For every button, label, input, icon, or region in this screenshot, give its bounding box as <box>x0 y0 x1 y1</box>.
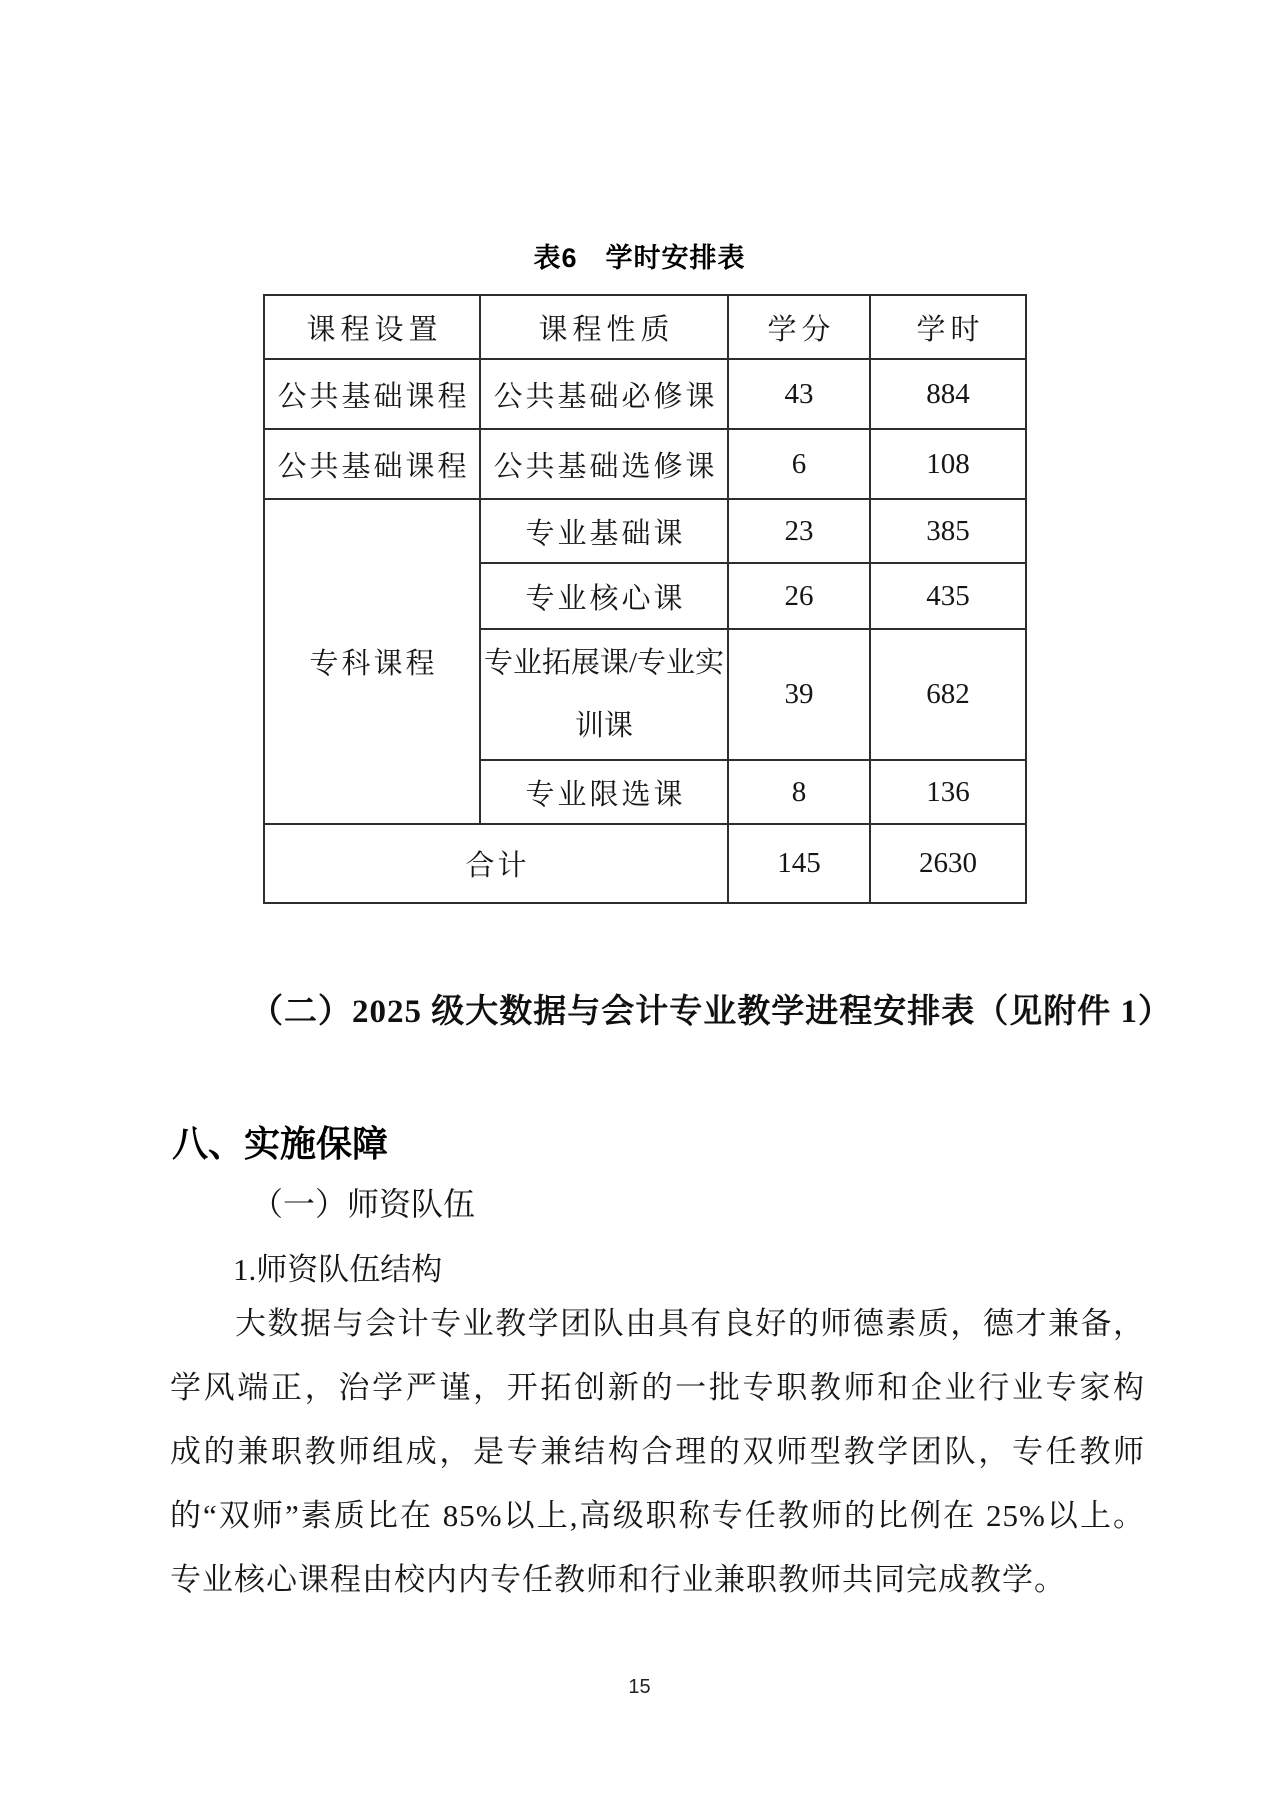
section-heading-8: 八、实施保障 <box>172 1123 389 1164</box>
paragraph-line: 学风端正，治学严谨，开拓创新的一批专职教师和企业行业专家构 <box>170 1370 1145 1405</box>
cell-credits: 39 <box>728 629 870 760</box>
numbered-item-1: 1.师资队伍结构 <box>233 1252 443 1287</box>
cell-total-label: 合计 <box>264 824 728 903</box>
col-header-course-nature: 课程性质 <box>480 295 728 359</box>
paragraph-line: 的“双师”素质比在 85%以上,高级职称专任教师的比例在 25%以上。 <box>170 1498 1145 1533</box>
cell-nature: 公共基础必修课 <box>480 359 728 429</box>
cell-hours: 435 <box>870 563 1026 629</box>
cell-credits: 6 <box>728 429 870 499</box>
cell-hours: 884 <box>870 359 1026 429</box>
class-hours-table <box>263 294 1027 904</box>
cell-credits: 26 <box>728 563 870 629</box>
table-caption: 表6 学时安排表 <box>533 243 746 273</box>
subsection-heading-1: （一）师资队伍 <box>251 1186 476 1222</box>
paragraph-line: 成的兼职教师组成，是专兼结构合理的双师型教学团队，专任教师 <box>170 1434 1145 1469</box>
table-header-row <box>264 295 1026 359</box>
cell-nature: 公共基础选修课 <box>480 429 728 499</box>
col-header-hours: 学时 <box>870 295 1026 359</box>
cell-category: 公共基础课程 <box>264 359 480 429</box>
cell-credits: 43 <box>728 359 870 429</box>
page-number: 15 <box>628 1676 651 1698</box>
cell-category-merged: 专科课程 <box>264 499 480 824</box>
paragraph-line: 大数据与会计专业教学团队由具有良好的师德素质，德才兼备， <box>235 1306 1145 1341</box>
col-header-course-setting: 课程设置 <box>264 295 480 359</box>
paragraph-line: 专业核心课程由校内内专任教师和行业兼职教师共同完成教学。 <box>170 1562 1066 1597</box>
cell-hours: 108 <box>870 429 1026 499</box>
cell-category: 公共基础课程 <box>264 429 480 499</box>
body-paragraph <box>170 1292 1145 1612</box>
cell-hours: 682 <box>870 629 1026 760</box>
cell-nature: 专业基础课 <box>480 499 728 563</box>
cell-nature: 专业限选课 <box>480 760 728 824</box>
table-row <box>264 359 1026 429</box>
cell-credits: 23 <box>728 499 870 563</box>
table-total-row <box>264 824 1026 903</box>
cell-total-hours: 2630 <box>870 824 1026 903</box>
cell-nature: 专业拓展课/专业实训课 <box>480 629 728 760</box>
col-header-credits: 学分 <box>728 295 870 359</box>
cell-hours: 136 <box>870 760 1026 824</box>
cell-nature: 专业核心课 <box>480 563 728 629</box>
table-row <box>264 429 1026 499</box>
cell-credits: 8 <box>728 760 870 824</box>
cell-total-credits: 145 <box>728 824 870 903</box>
cell-hours: 385 <box>870 499 1026 563</box>
table-row <box>264 499 1026 563</box>
section-subtitle-2: （二）2025 级大数据与会计专业教学进程安排表（见附件 1） <box>250 994 1172 1030</box>
